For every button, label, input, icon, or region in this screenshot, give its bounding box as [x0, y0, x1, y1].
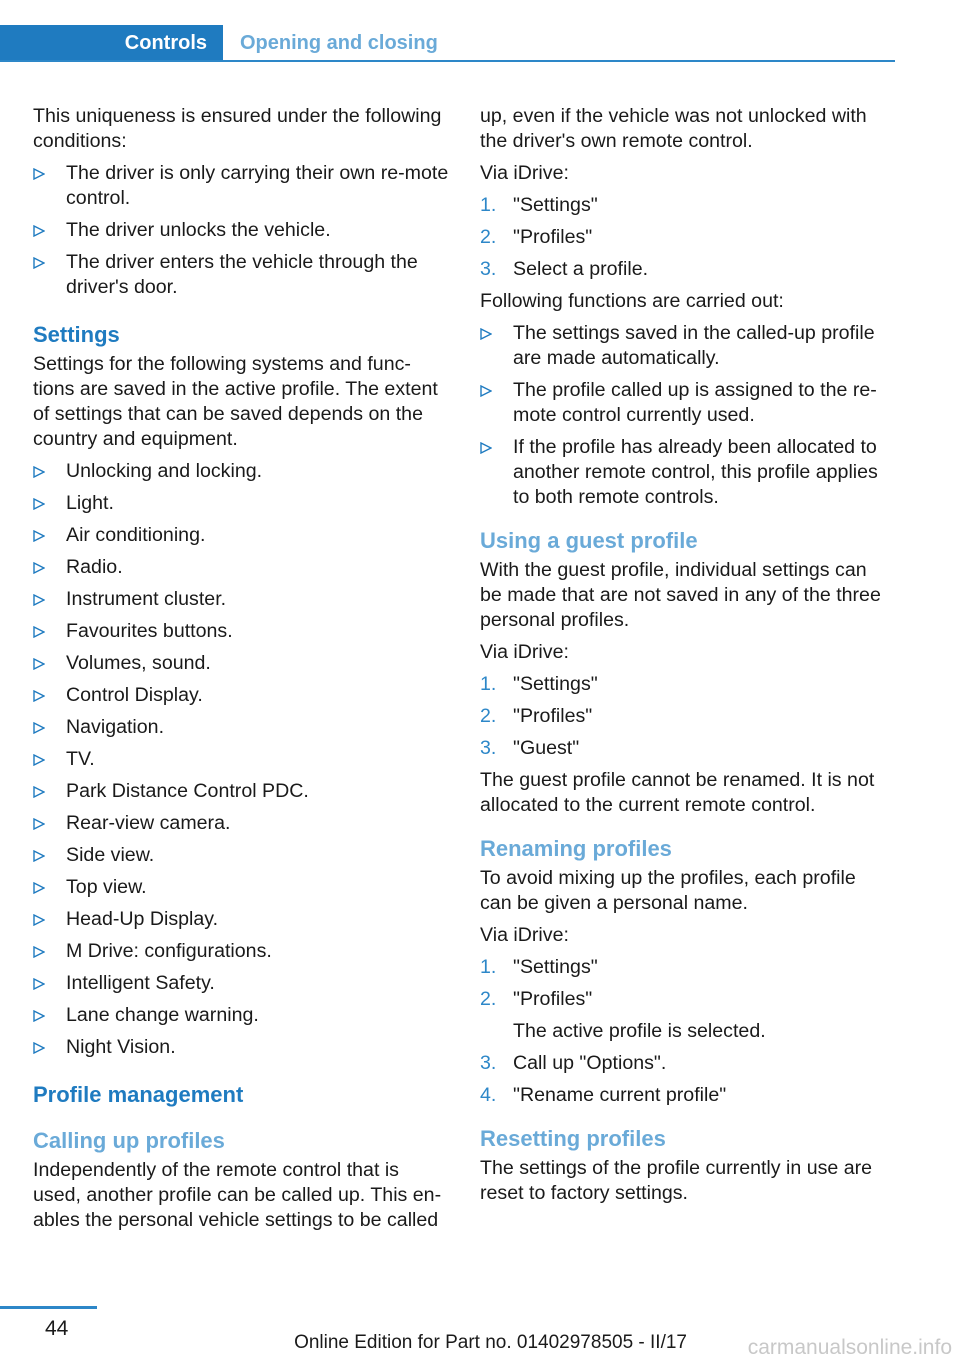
conditions-list: [33, 161, 451, 300]
step-item: [480, 736, 892, 761]
bullet-triangle-icon: [33, 530, 45, 542]
list-item: [33, 523, 451, 548]
bullet-triangle-icon: [33, 626, 45, 638]
bullet-triangle-icon: [480, 385, 492, 397]
footer-rule: [0, 1306, 97, 1309]
list-item-text: Navigation.: [66, 716, 165, 738]
functions-list: [480, 321, 892, 510]
list-item: [33, 218, 451, 243]
list-item-text: M Drive: configurations.: [66, 940, 272, 962]
tab-opening-and-closing[interactable]: Opening and closing: [240, 32, 438, 54]
via-idrive-1: Via iDrive:: [480, 162, 569, 184]
tab-controls[interactable]: Controls: [0, 25, 223, 62]
list-item-text: Radio.: [66, 556, 123, 578]
step-item: [480, 704, 892, 729]
right-column: [480, 104, 892, 1213]
list-item-text: Favourites buttons.: [66, 620, 233, 642]
list-item-text: The driver enters the vehicle through the driver's door.: [66, 251, 418, 298]
list-item-text: Volumes, sound.: [66, 652, 211, 674]
list-item: [33, 843, 451, 868]
step-number: 1.: [480, 956, 497, 978]
step-number: 3.: [480, 258, 497, 280]
step-item: [480, 1051, 892, 1076]
via-idrive-2: Via iDrive:: [480, 641, 569, 663]
list-item: [33, 459, 451, 484]
bullet-triangle-icon: [480, 328, 492, 340]
step-text: "Settings": [513, 673, 598, 695]
step-text: "Rename current profile": [513, 1084, 727, 1106]
settings-text: Settings for the following systems and func-tions are saved in the active profile. The extent of settings that can be saved depends on the country and equipment.: [33, 353, 438, 450]
profile-management-heading: Profile management: [33, 1082, 244, 1107]
step-number: 2.: [480, 988, 497, 1010]
step-subtext: The active profile is selected.: [513, 1020, 766, 1042]
bullet-triangle-icon: [33, 1042, 45, 1054]
list-item-text: TV.: [66, 748, 95, 770]
list-item-text: The profile called up is assigned to the re-mote control currently used.: [513, 379, 877, 426]
page-number: 44: [45, 1317, 69, 1340]
list-item-text: Lane change warning.: [66, 1004, 259, 1026]
list-item: [33, 587, 451, 612]
guest-profile-heading: Using a guest profile: [480, 528, 698, 553]
step-item: [480, 955, 892, 980]
list-item-text: Intelligent Safety.: [66, 972, 215, 994]
systems-list: [33, 459, 451, 1060]
list-item: [480, 435, 892, 510]
step-item: [480, 987, 892, 1044]
list-item: [33, 939, 451, 964]
list-item-text: The settings saved in the called-up profile are made automatically.: [513, 322, 875, 369]
list-item: [33, 161, 451, 211]
list-item-text: Side view.: [66, 844, 155, 866]
renaming-profiles-heading: Renaming profiles: [480, 836, 672, 861]
steps-list-2: [480, 672, 892, 761]
bullet-triangle-icon: [33, 754, 45, 766]
bullet-triangle-icon: [33, 690, 45, 702]
page-header: [0, 25, 895, 62]
bullet-triangle-icon: [480, 442, 492, 454]
step-text: "Profiles": [513, 988, 593, 1010]
list-item: [33, 747, 451, 772]
list-item-text: If the profile has already been allocated to another remote control, this profile applies to both remote controls.: [513, 436, 878, 508]
following-functions-text: Following functions are carried out:: [480, 290, 784, 312]
list-item: [33, 971, 451, 996]
list-item: [480, 321, 892, 371]
list-item-text: Rear-view camera.: [66, 812, 231, 834]
list-item-text: Top view.: [66, 876, 147, 898]
list-item-text: The driver unlocks the vehicle.: [66, 219, 331, 241]
step-number: 4.: [480, 1084, 497, 1106]
step-number: 3.: [480, 737, 497, 759]
bullet-triangle-icon: [33, 594, 45, 606]
via-idrive-3: Via iDrive:: [480, 924, 569, 946]
step-text: Select a profile.: [513, 258, 649, 280]
step-item: [480, 193, 892, 218]
bullet-triangle-icon: [33, 786, 45, 798]
bullet-triangle-icon: [33, 722, 45, 734]
list-item-text: Control Display.: [66, 684, 203, 706]
header-rule: [0, 60, 895, 62]
bullet-triangle-icon: [33, 1010, 45, 1022]
step-number: 2.: [480, 705, 497, 727]
step-item: [480, 257, 892, 282]
renaming-profiles-text: To avoid mixing up the profiles, each profile can be given a personal name.: [480, 867, 856, 914]
list-item: [33, 555, 451, 580]
list-item-text: Light.: [66, 492, 114, 514]
list-item: [33, 875, 451, 900]
step-number: 1.: [480, 673, 497, 695]
steps-list-1: [480, 193, 892, 282]
guest-note-text: The guest profile cannot be renamed. It is not allocated to the current remote control.: [480, 769, 875, 816]
list-item: [33, 1035, 451, 1060]
list-item: [33, 491, 451, 516]
list-item-text: Air conditioning.: [66, 524, 206, 546]
list-item: [33, 811, 451, 836]
bullet-triangle-icon: [33, 257, 45, 269]
bullet-triangle-icon: [33, 946, 45, 958]
list-item: [480, 378, 892, 428]
intro-text: This uniqueness is ensured under the following conditions:: [33, 105, 442, 152]
resetting-profiles-heading: Resetting profiles: [480, 1126, 666, 1151]
bullet-triangle-icon: [33, 562, 45, 574]
left-column: [33, 104, 451, 1240]
bullet-triangle-icon: [33, 978, 45, 990]
watermark: carmanualsonline.info: [747, 1336, 952, 1359]
list-item-text: The driver is only carrying their own re-mote control.: [66, 162, 449, 209]
bullet-triangle-icon: [33, 498, 45, 510]
bullet-triangle-icon: [33, 225, 45, 237]
bullet-triangle-icon: [33, 168, 45, 180]
step-number: 3.: [480, 1052, 497, 1074]
list-item-text: Instrument cluster.: [66, 588, 227, 610]
resetting-profiles-text: The settings of the profile currently in use are reset to factory settings.: [480, 1157, 873, 1204]
step-text: Call up "Options".: [513, 1052, 667, 1074]
step-text: "Settings": [513, 956, 598, 978]
step-item: [480, 1083, 892, 1108]
list-item: [33, 907, 451, 932]
step-text: "Guest": [513, 737, 580, 759]
step-text: "Profiles": [513, 226, 593, 248]
step-number: 1.: [480, 194, 497, 216]
list-item-text: Unlocking and locking.: [66, 460, 263, 482]
steps-list-3: [480, 955, 892, 1108]
calling-up-profiles-heading: Calling up profiles: [33, 1128, 225, 1153]
list-item: [33, 250, 451, 300]
calling-up-text: Independently of the remote control that is used, another profile can be called up. This en-ables the personal vehicle settings to be called: [33, 1159, 442, 1231]
bullet-triangle-icon: [33, 466, 45, 478]
list-item: [33, 1003, 451, 1028]
step-number: 2.: [480, 226, 497, 248]
bullet-triangle-icon: [33, 658, 45, 670]
bullet-triangle-icon: [33, 914, 45, 926]
continued-text: up, even if the vehicle was not unlocked with the driver's own remote control.: [480, 105, 867, 152]
edition-text: Online Edition for Part no. 01402978505 - II/17: [294, 1332, 687, 1353]
list-item: [33, 715, 451, 740]
list-item: [33, 683, 451, 708]
list-item-text: Night Vision.: [66, 1036, 176, 1058]
step-text: "Profiles": [513, 705, 593, 727]
list-item: [33, 619, 451, 644]
guest-profile-text: With the guest profile, individual settings can be made that are not saved in any of the three personal profiles.: [480, 559, 881, 631]
list-item-text: Head-Up Display.: [66, 908, 219, 930]
step-item: [480, 672, 892, 697]
step-item: [480, 225, 892, 250]
list-item: [33, 651, 451, 676]
list-item: [33, 779, 451, 804]
bullet-triangle-icon: [33, 882, 45, 894]
step-text: "Settings": [513, 194, 598, 216]
list-item-text: Park Distance Control PDC.: [66, 780, 309, 802]
settings-heading: Settings: [33, 322, 120, 347]
bullet-triangle-icon: [33, 818, 45, 830]
bullet-triangle-icon: [33, 850, 45, 862]
